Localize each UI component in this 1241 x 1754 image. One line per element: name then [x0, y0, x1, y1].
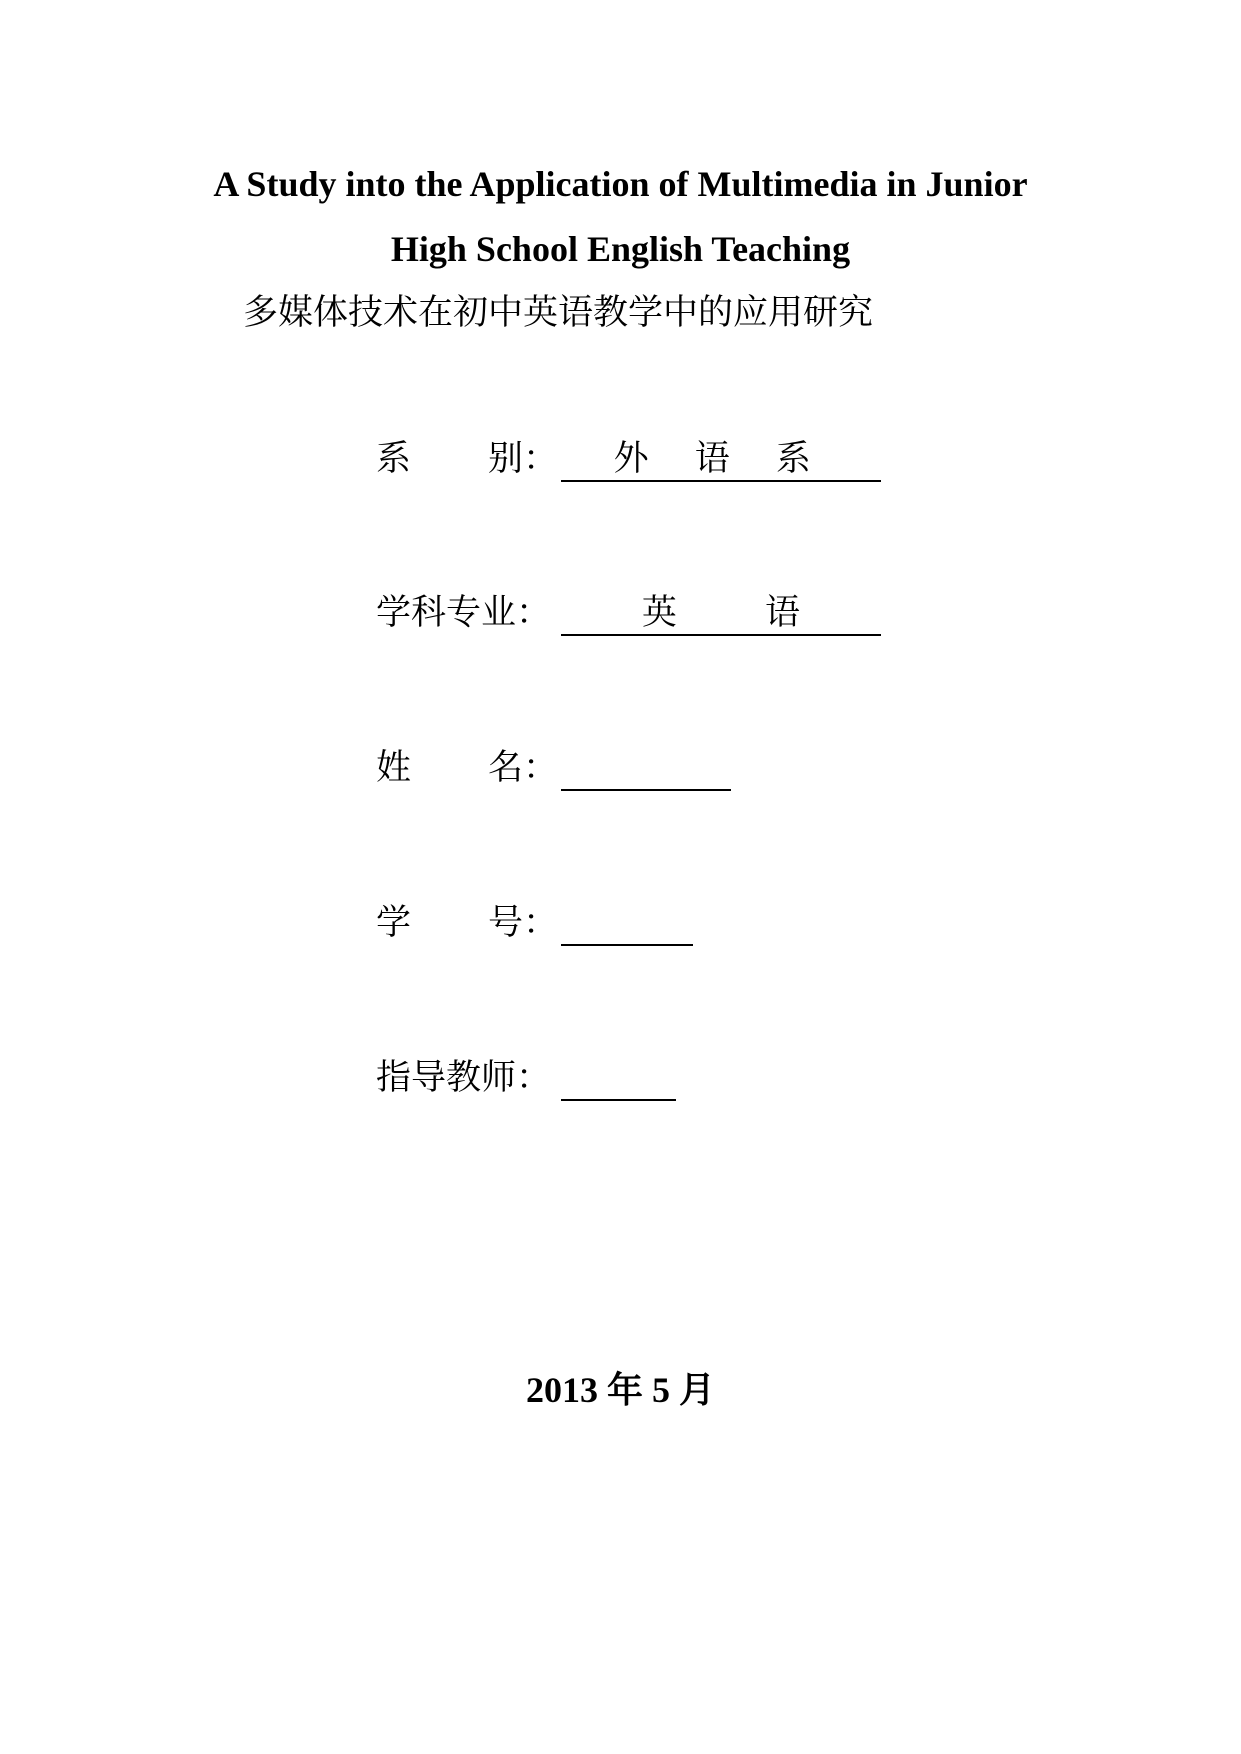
title-english-line-1: A Study into the Application of Multimedia in Junior	[213, 164, 1028, 204]
major-value[interactable]: 英 语	[561, 590, 881, 636]
name-label: 姓 名：	[376, 748, 559, 788]
major-field	[376, 590, 881, 636]
title-english-line-2: High School English Teaching	[390, 229, 851, 269]
advisor-value[interactable]	[561, 1055, 676, 1101]
student-id-label: 学 号：	[376, 903, 559, 943]
department-field	[376, 436, 881, 482]
major-label: 学科专业：	[376, 593, 552, 633]
student-id-value[interactable]	[561, 900, 693, 946]
name-field	[376, 745, 731, 791]
advisor-field	[376, 1055, 676, 1101]
name-value[interactable]	[561, 745, 731, 791]
department-value[interactable]: 外 语 系	[561, 436, 881, 482]
advisor-label: 指导教师：	[376, 1058, 552, 1098]
date: 2013 年 5 月	[525, 1370, 715, 1410]
title-chinese: 多媒体技术在初中英语教学中的应用研究	[243, 293, 874, 333]
student-id-field	[376, 900, 693, 946]
department-label: 系 别：	[376, 439, 559, 479]
